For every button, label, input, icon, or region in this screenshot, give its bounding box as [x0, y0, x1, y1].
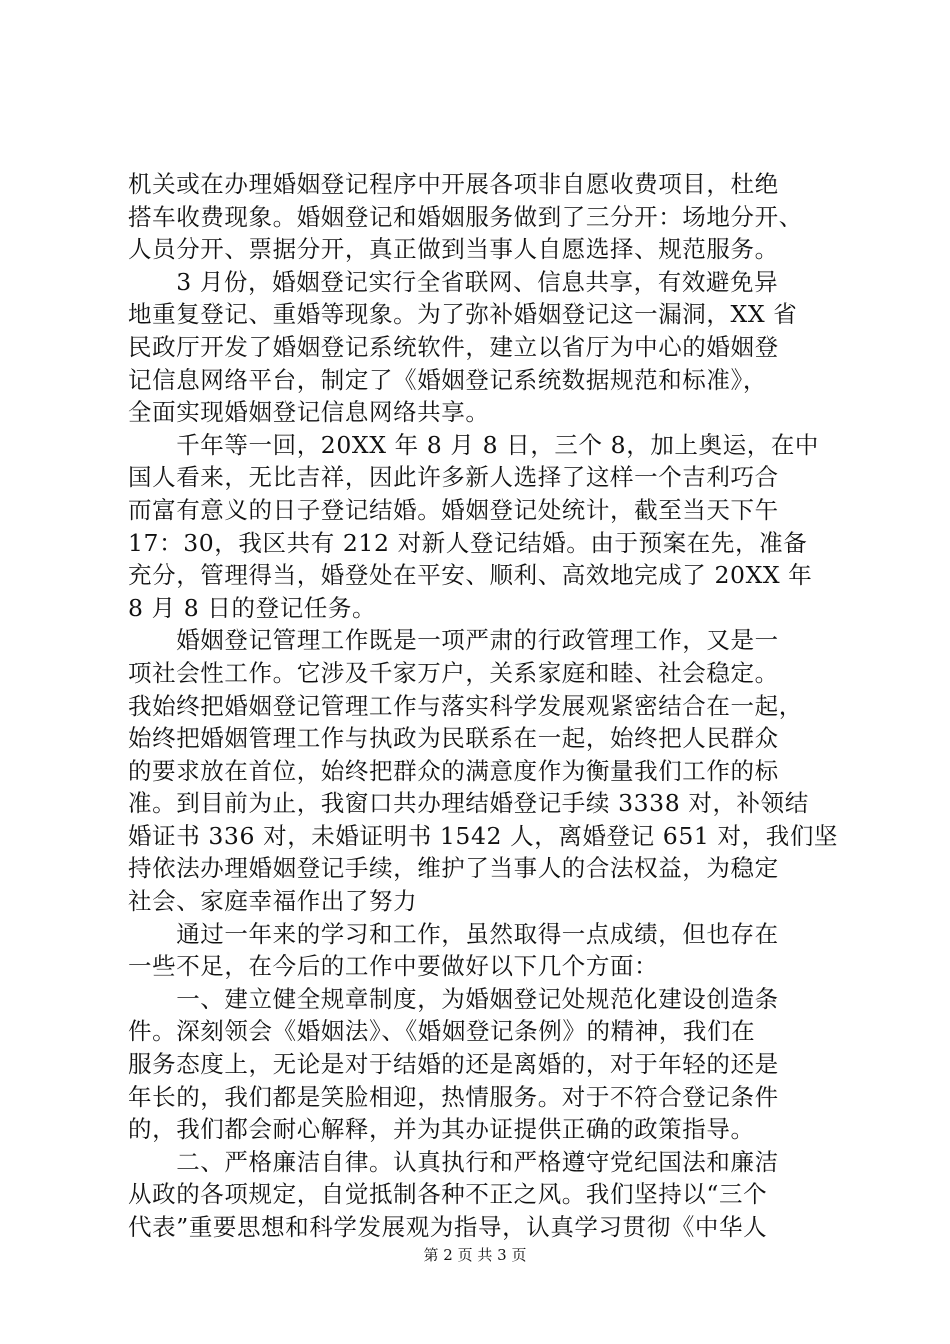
text-line: 二、严格廉洁自律。认真执行和严格遵守党纪国法和廉洁 [128, 1147, 779, 1176]
text-line: 婚证书 336 对，未婚证明书 1542 人，离婚登记 651 对，我们坚 [128, 821, 839, 850]
text-line: 年长的，我们都是笑脸相迎，热情服务。对于不符合登记条件 [128, 1082, 779, 1111]
text-line: 准。到目前为止，我窗口共办理结婚登记手续 3338 对，补领结 [128, 789, 809, 818]
text-line: 通过一年来的学习和工作，虽然取得一点成绩，但也存在 [128, 919, 779, 948]
text-line: 婚姻登记管理工作既是一项严肃的行政管理工作，又是一 [128, 626, 779, 655]
text-line: 机关或在办理婚姻登记程序中开展各项非自愿收费项目，杜绝 [128, 170, 779, 198]
text-line: 一些不足，在今后的工作中要做好以下几个方面： [128, 952, 659, 981]
text-line: 千年等一回，20XX 年 8 月 8 日，三个 8，加上奥运，在中 [128, 430, 820, 459]
text-line: 一、建立健全规章制度，为婚姻登记处规范化建设创造条 [128, 984, 779, 1013]
text-line: 充分，管理得当，婚登处在平安、顺利、高效地完成了 20XX 年 [128, 561, 813, 590]
text-line: 服务态度上，无论是对于结婚的还是离婚的，对于年轻的还是 [128, 1050, 779, 1079]
text-line: 项社会性工作。它涉及千家万户，关系家庭和睦、社会稳定。 [128, 658, 779, 687]
page-footer: 第 2 页 共 3 页 [423, 1246, 527, 1264]
text-line: 全面实现婚姻登记信息网络共享。 [128, 398, 490, 427]
text-line: 社会、家庭幸福作出了努力 [128, 887, 418, 916]
text-line: 始终把婚姻管理工作与执政为民联系在一起，始终把人民群众 [128, 724, 779, 753]
text-line: 搭车收费现象。婚姻登记和婚姻服务做到了三分开：场地分开、 [128, 202, 803, 231]
text-line: 的要求放在首位，始终把群众的满意度作为衡量我们工作的标 [128, 756, 779, 785]
text-line: 件。深刻领会《婚姻法》、《婚姻登记条例》的精神，我们在 [128, 1017, 756, 1046]
text-line: 8 月 8 日的登记任务。 [128, 593, 377, 622]
text-line: 国人看来，无比吉祥，因此许多新人选择了这样一个吉利巧合 [128, 463, 779, 492]
document-body [128, 168, 839, 1244]
text-line: 我始终把婚姻登记管理工作与落实科学发展观紧密结合在一起， [128, 691, 803, 720]
text-line: 17：30，我区共有 212 对新人登记结婚。由于预案在先，准备 [128, 528, 808, 557]
text-line: 记信息网络平台，制定了《婚姻登记系统数据规范和标准》， [128, 365, 767, 394]
text-line: 代表”重要思想和科学发展观为指导，认真学习贯彻《中华人 [128, 1213, 768, 1241]
text-line: 3 月份，婚姻登记实行全省联网、信息共享，有效避免异 [128, 267, 779, 296]
text-line: 民政厅开发了婚姻登记系统软件，建立以省厅为中心的婚姻登 [128, 332, 779, 361]
text-line: 的，我们都会耐心解释，并为其办证提供正确的政策指导。 [128, 1115, 755, 1144]
text-line: 从政的各项规定，自觉抵制各种不正之风。我们坚持以“三个 [128, 1180, 768, 1209]
text-line: 而富有意义的日子登记结婚。婚姻登记处统计，截至当天下午 [128, 495, 779, 524]
text-line: 持依法办理婚姻登记手续，维护了当事人的合法权益，为稳定 [128, 854, 779, 883]
text-line: 地重复登记、重婚等现象。为了弥补婚姻登记这一漏洞，XX 省 [128, 300, 798, 329]
text-line: 人员分开、票据分开，真正做到当事人自愿选择、规范服务。 [128, 235, 779, 264]
